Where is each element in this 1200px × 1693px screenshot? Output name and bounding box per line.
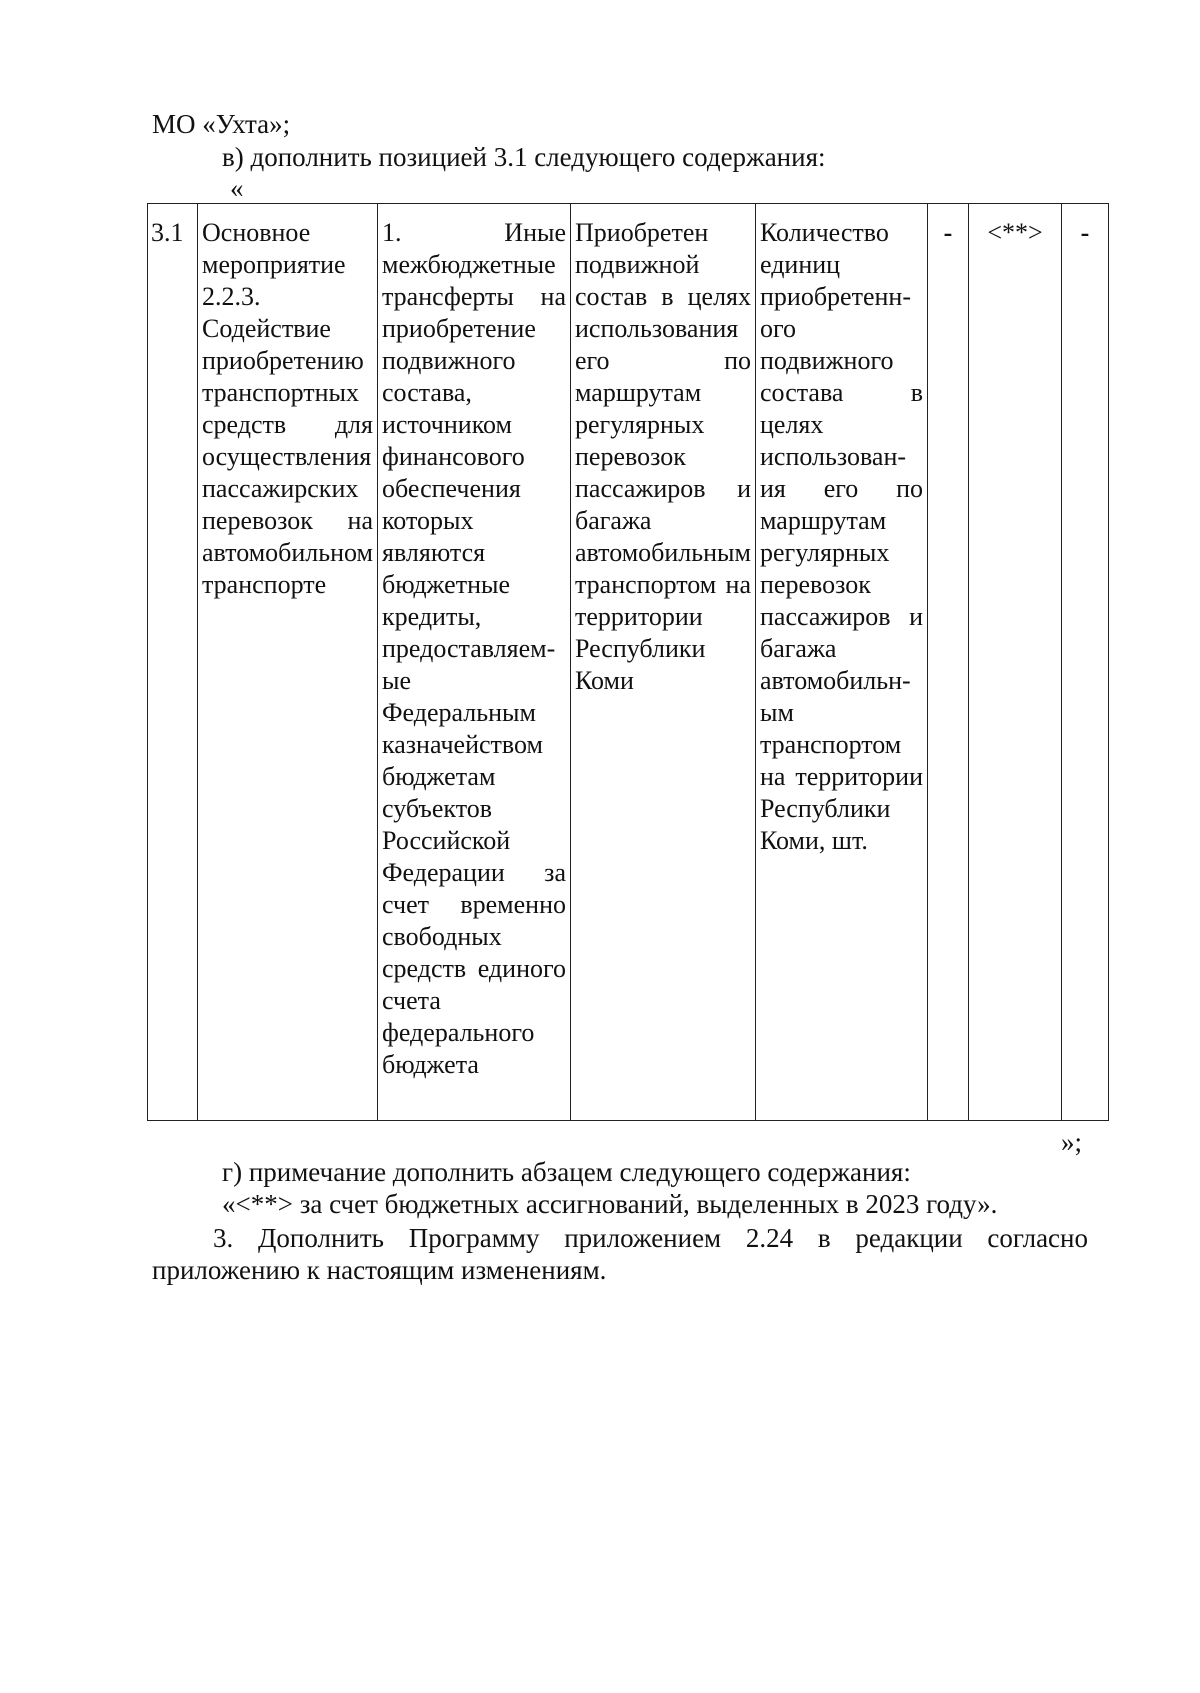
text-line-point-3: 3. Дополнить Программу приложением 2.24 в редакции согласно [213,1223,1088,1253]
cell-footnote-mark: <**> [969,204,1062,1121]
table-row [148,204,1109,1121]
cell-dash-2: - [1062,204,1109,1121]
open-quote: « [230,173,244,203]
cell-transfers: 1. Иные межбюджетные трансферты на приобретение подвижного состава, источником финансового обеспечения которых являются бюджетные кредиты, предоставляемые Федеральным казначейством бюджетам субъектов Российской Федерации за счет временно свободных средств единого счета федерального бюджета [378,204,571,1121]
text-line-mo-ukhta: МО «Ухта»; [152,109,291,139]
close-quote: »; [1061,1127,1083,1157]
text-line-item-g: г) примечание дополнить абзацем следующего содержания: [222,1157,911,1187]
cell-position-number: 3.1 [148,204,198,1121]
text-line-point-3-cont: приложению к настоящим изменениям. [152,1255,607,1285]
cell-main-measure: Основное мероприятие 2.2.3. Содействие приобретению транспортных средств для осуществления пассажирских перевозок на автомобильном транспорте [198,204,378,1121]
text-line-footnote: «<**> за счет бюджетных ассигнований, выделенных в 2023 году». [222,1189,998,1219]
measures-table [147,203,1109,1121]
cell-dash-1: - [928,204,969,1121]
cell-result: Приобретен подвижной состав в целях использования его по маршрутам регулярных перевозок пассажиров и багажа автомобильным транспортом на территории Республики Коми [571,204,756,1121]
text-line-item-v: в) дополнить позицией 3.1 следующего содержания: [222,142,826,172]
cell-indicator: Количество единиц приобретенного подвижного состава в целях использования его по маршрутам регулярных перевозок пассажиров и багажа автомобильным транспортом на территории Республики Коми, шт. [756,204,928,1121]
